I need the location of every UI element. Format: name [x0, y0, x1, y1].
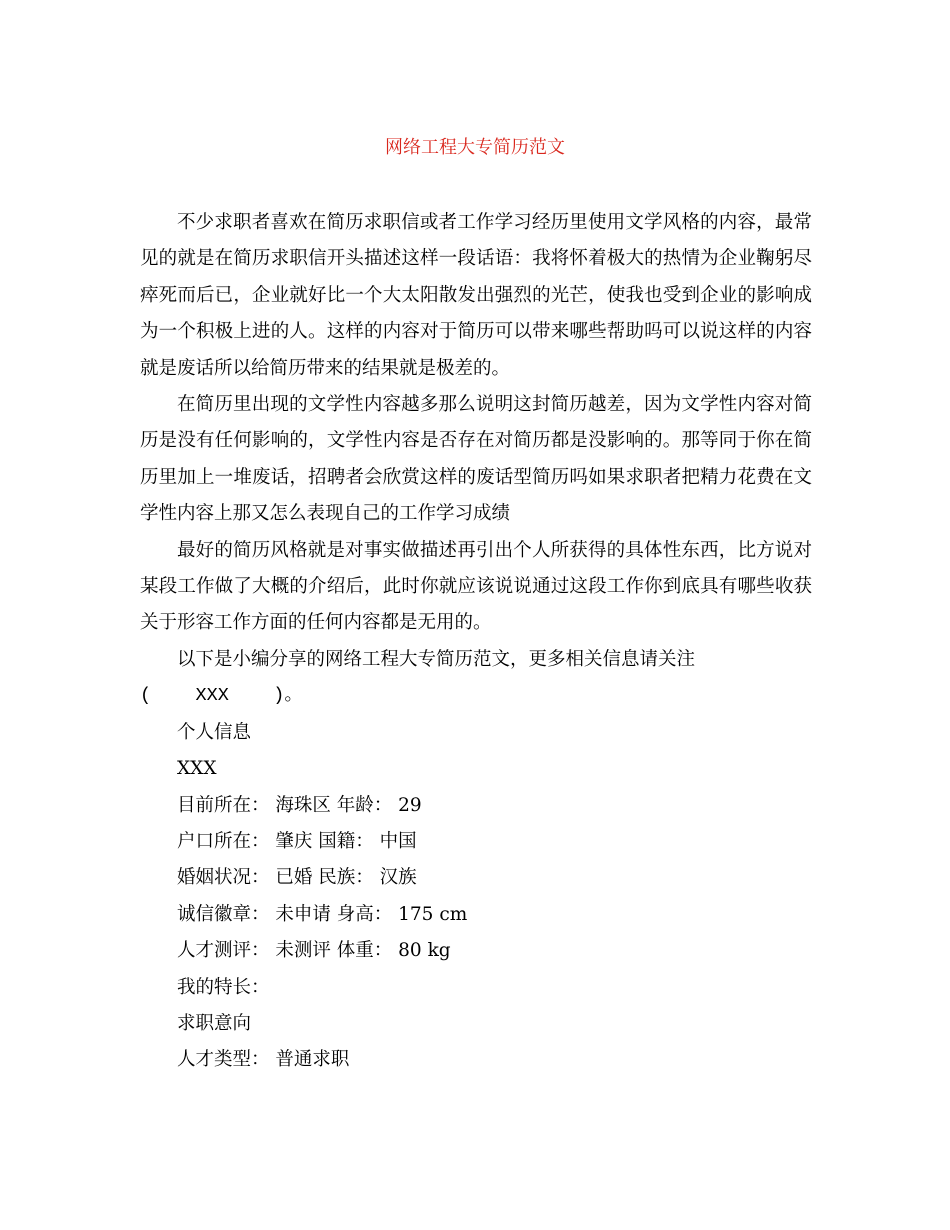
document-title: 网络工程大专简历范文	[385, 137, 565, 158]
candidate-name: XXX	[177, 758, 217, 780]
paragraph-intro: 不少求职者喜欢在简历求职信或者工作学习经历里使用文学风格的内容，最常见的就是在简历求职信开头描述这样一段话语：我将怀着极大的热情为企业鞠躬尽瘁死而后已，企业就好比一个大太阳散发出强烈的光芒，使我也受到企业的影响成为一个积极上进的人。这样的内容对于简历可以带来哪些帮助吗可以说这样的内容就是废话所以给简历带来的结果就是极差的。	[140, 212, 812, 379]
info-assessment-weight: 人才测评： 未测评 体重： 80 kg	[177, 940, 451, 962]
site-placeholder: ( XXX )。	[140, 685, 303, 707]
paragraph-literary-content: 在简历里出现的文学性内容越多那么说明这封简历越差，因为文学性内容对简历是没有任何影响的，文学性内容是否存在对简历都是没影响的。那等同于你在简历里加上一堆废话，招聘者会欣赏这样的废话型简历吗如果求职者把精力花费在文学性内容上那又怎么表现自己的工作学习成绩	[140, 394, 812, 525]
paragraph-best-style: 最好的简历风格就是对事实做描述再引出个人所获得的具体性东西，比方说对某段工作做了大概的介绍后，此时你就应该说说通过这段工作你到底具有哪些收获关于形容工作方面的任何内容都是无用的。	[140, 539, 812, 634]
info-hukou-nationality: 户口所在： 肇庆 国籍： 中国	[177, 830, 417, 852]
section-heading-personal-info: 个人信息	[177, 721, 252, 743]
section-heading-job-intention: 求职意向	[177, 1012, 252, 1034]
info-badge-height: 诚信徽章： 未申请 身高： 175 cm	[177, 903, 468, 925]
info-marital-ethnicity: 婚姻状况： 已婚 民族： 汉族	[177, 867, 417, 889]
info-specialty: 我的特长：	[177, 976, 270, 998]
info-location-age: 目前所在： 海珠区 年龄： 29	[177, 794, 422, 816]
document-body	[140, 205, 812, 1079]
paragraph-sharing-note: 以下是小编分享的网络工程大专简历范文，更多相关信息请关注	[177, 648, 696, 670]
info-talent-type: 人才类型： 普通求职	[177, 1049, 350, 1071]
